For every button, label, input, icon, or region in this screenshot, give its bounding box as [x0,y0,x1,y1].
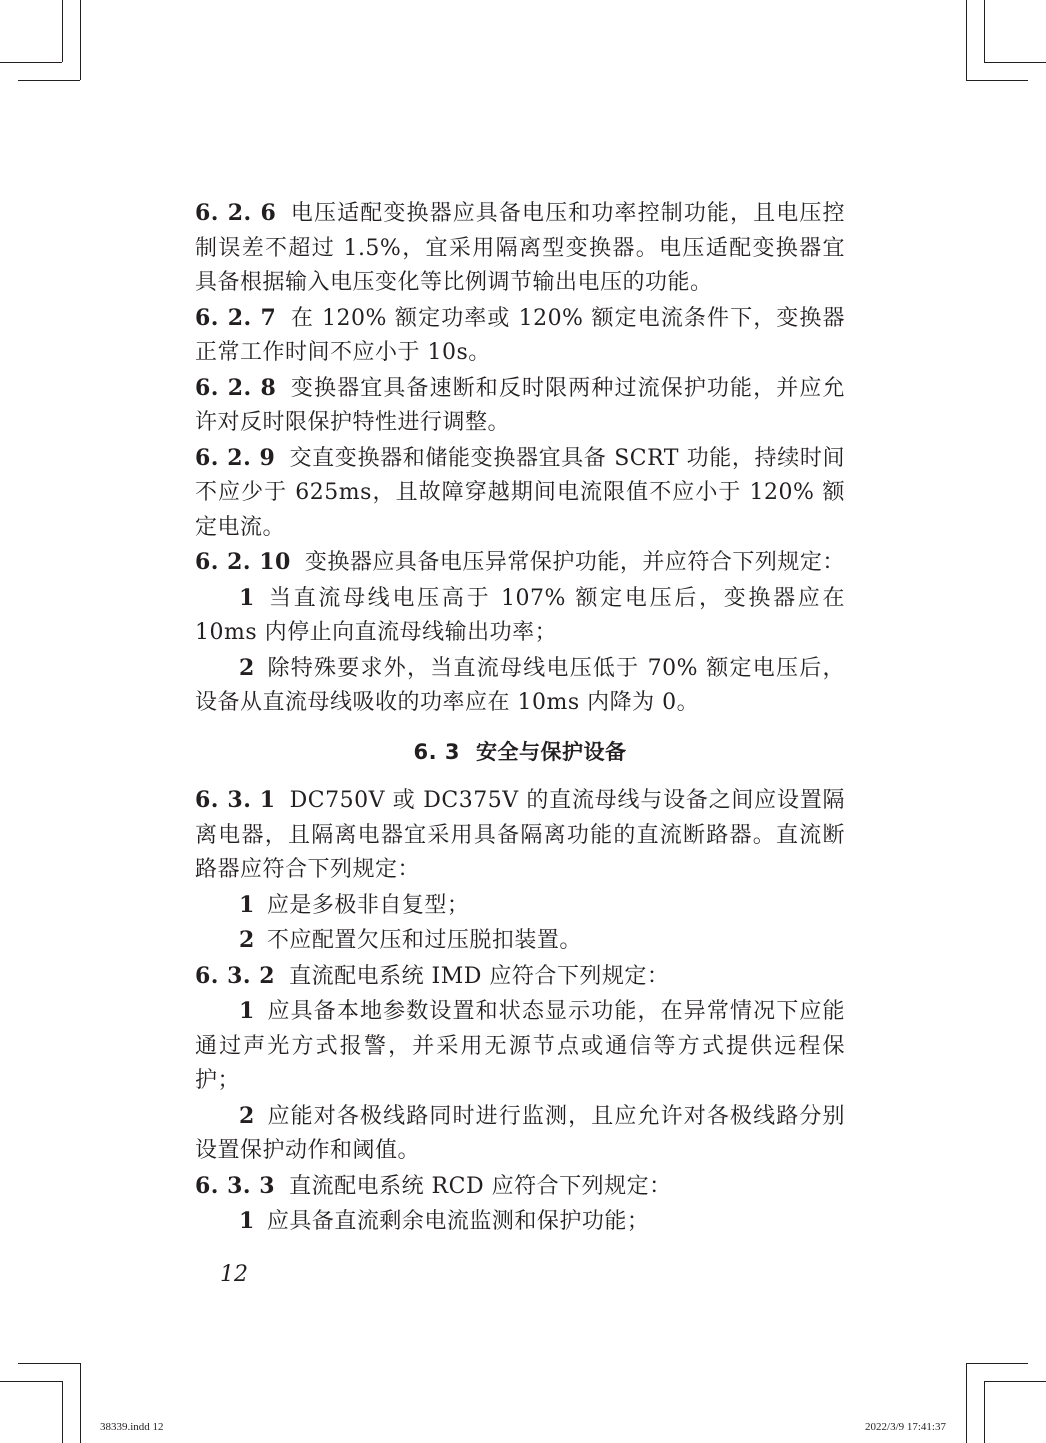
list-item [195,888,845,924]
clause-text: 在 120% 额定功率或 120% 额定电流条件下，变换器正常工作时间不应小于 10s。 [195,305,845,365]
item-number: 2 [239,927,255,953]
slug-timestamp: 2022/3/9 17:41:37 [865,1421,946,1433]
clause-6-2-8 [195,371,845,441]
crop-mark [0,1381,62,1382]
item-number: 1 [239,998,255,1024]
item-number: 1 [239,1208,255,1234]
crop-mark [984,1381,1046,1382]
clause-text: 直流配电系统 IMD 应符合下列规定： [289,963,670,989]
crop-mark [966,1363,967,1443]
crop-mark [966,1363,1028,1364]
item-text: 应具备直流剩余电流监测和保护功能； [266,1209,650,1234]
crop-mark [62,0,63,62]
clause-text: 交直变换器和储能变换器宜具备 SCRT 功能，持续时间不应少于 625ms，且故障穿越期间电流限值不应小于 120% 额定电流。 [195,445,845,540]
clause-number: 6. 2. 6 [195,200,277,226]
clause-text: 电压适配变换器应具备电压和功率控制功能，且电压控制误差不超过 1.5%，宜采用隔离型变换器。电压适配变换器宜具备根据输入电压变化等比例调节输出电压的功能。 [195,201,845,295]
clause-text: DC750V 或 DC375V 的直流母线与设备之间应设置隔离电器，且隔离电器宜采用具备隔离功能的直流断路器。直流断路器应符合下列规定： [195,788,846,882]
page-body [195,196,845,1240]
list-item [195,651,845,721]
item-text: 应具备本地参数设置和状态显示功能，在异常情况下应能通过声光方式报警，并采用无源节点或通信等方式提供远程保护； [195,999,845,1093]
clause-6-2-9 [195,441,845,546]
clause-number: 6. 2. 9 [195,444,276,471]
item-number: 1 [239,891,255,918]
clause-6-2-10 [195,545,845,581]
crop-mark [984,0,985,62]
crop-mark [966,80,1028,81]
item-text: 不应配置欠压和过压脱扣装置。 [266,928,582,953]
crop-mark [18,1363,80,1364]
section-title: 安全与保护设备 [476,739,627,764]
clause-6-2-6 [195,196,845,301]
list-item [195,1204,845,1240]
clause-number: 6. 2. 10 [195,549,291,575]
clause-number: 6. 2. 7 [195,304,277,331]
list-item [195,581,845,651]
slug-filename: 38339.indd 12 [100,1421,164,1433]
crop-mark [18,80,80,81]
clause-6-2-7 [195,301,845,371]
item-text: 当直流母线电压高于 107% 额定电压后，变换器应在 10ms 内停止向直流母线输出功率； [195,585,845,645]
crop-mark [984,1381,985,1443]
crop-mark [0,62,62,63]
item-number: 2 [239,1102,255,1129]
item-number: 2 [239,654,255,681]
list-item [195,1099,845,1169]
item-text: 除特殊要求外，当直流母线电压低于 70% 额定电压后，设备从直流母线吸收的功率应在 10ms 内降为 0。 [195,655,845,715]
list-item [195,923,845,959]
clause-number: 6. 3. 1 [195,787,276,813]
page-number: 12 [220,1262,248,1287]
item-text: 应能对各极线路同时进行监测，且应允许对各极线路分别设置保护动作和阈值。 [195,1103,845,1163]
clause-text: 变换器应具备电压异常保护功能，并应符合下列规定： [304,550,845,575]
clause-number: 6. 3. 2 [195,962,276,989]
clause-6-3-2 [195,959,845,995]
clause-6-3-1 [195,783,845,888]
crop-mark [966,0,967,80]
clause-text: 变换器宜具备速断和反时限两种过流保护功能，并应允许对反时限保护特性进行调整。 [195,375,845,435]
item-text: 应是多极非自复型； [266,892,470,918]
clause-number: 6. 2. 8 [195,374,277,401]
clause-6-3-3 [195,1169,845,1205]
section-heading [195,735,845,770]
crop-mark [80,1363,81,1443]
clause-text: 直流配电系统 RCD 应符合下列规定： [289,1173,672,1199]
item-number: 1 [239,584,255,611]
list-item [195,994,845,1099]
crop-mark [62,1381,63,1443]
clause-number: 6. 3. 3 [195,1172,276,1199]
crop-mark [984,62,1046,63]
crop-mark [80,0,81,80]
section-number: 6. 3 [413,739,460,764]
